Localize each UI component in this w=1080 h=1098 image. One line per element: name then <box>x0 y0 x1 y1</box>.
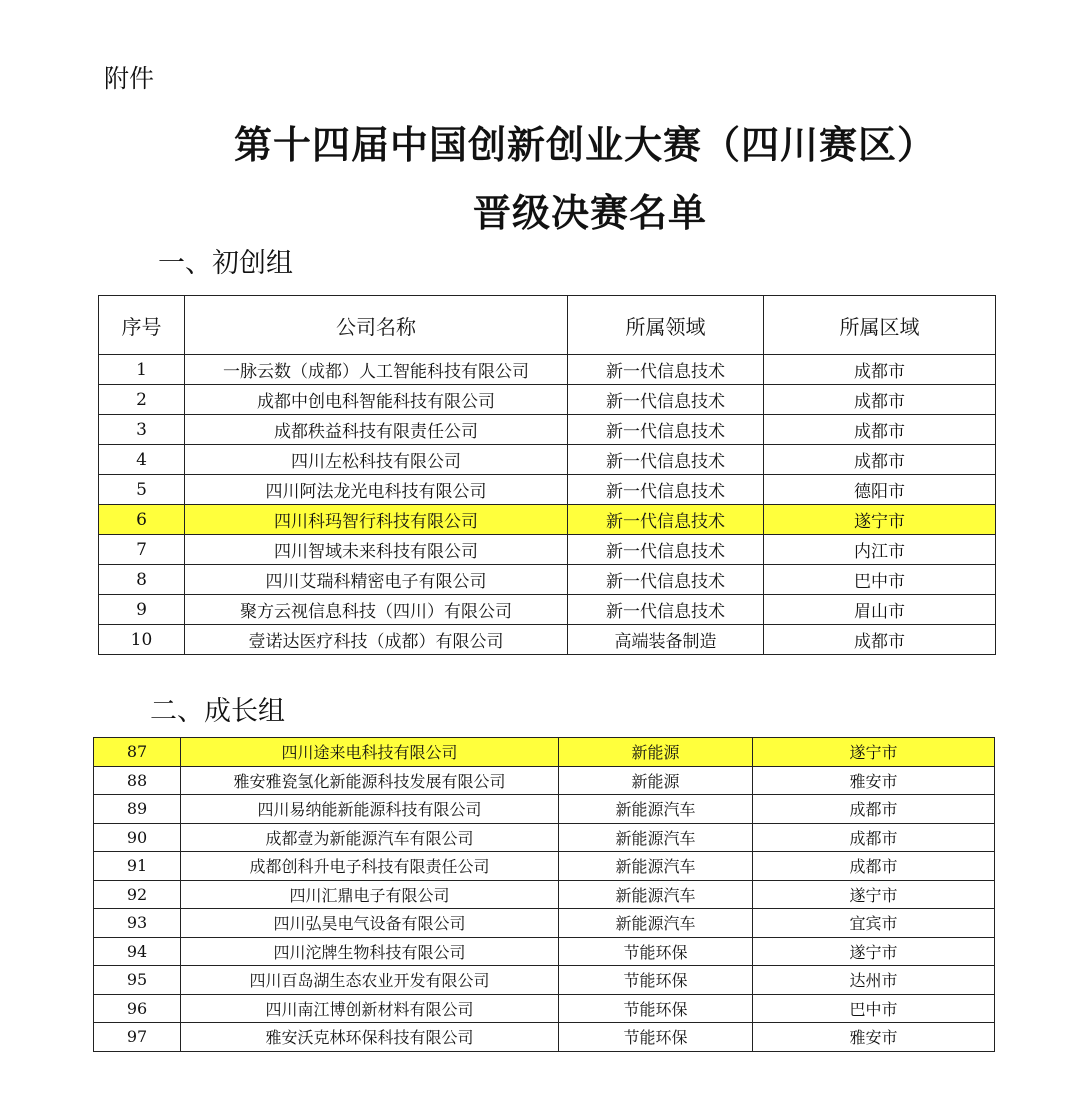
industry-field: 新一代信息技术 <box>568 445 764 475</box>
company-name: 四川途来电科技有限公司 <box>181 738 559 767</box>
company-name: 四川沱牌生物科技有限公司 <box>181 937 559 966</box>
region-name: 内江市 <box>764 535 996 565</box>
table-row <box>99 535 996 565</box>
row-number: 9 <box>99 595 185 625</box>
row-number: 1 <box>99 355 185 385</box>
region-name: 成都市 <box>764 415 996 445</box>
growth-group-table <box>93 737 995 1052</box>
row-number: 89 <box>94 795 181 824</box>
table-row <box>94 880 995 909</box>
table-row <box>99 625 996 655</box>
table-row <box>99 565 996 595</box>
row-number: 91 <box>94 852 181 881</box>
region-name: 达州市 <box>753 966 995 995</box>
table-row <box>99 445 996 475</box>
industry-field: 高端装备制造 <box>568 625 764 655</box>
row-number: 5 <box>99 475 185 505</box>
region-name: 成都市 <box>753 823 995 852</box>
region-name: 成都市 <box>764 445 996 475</box>
column-header-field: 所属领域 <box>568 296 764 355</box>
row-number: 10 <box>99 625 185 655</box>
row-number: 93 <box>94 909 181 938</box>
document-title: 第十四届中国创新创业大赛（四川赛区） <box>233 123 936 167</box>
region-name: 雅安市 <box>753 766 995 795</box>
company-name: 四川弘昊电气设备有限公司 <box>181 909 559 938</box>
row-number: 96 <box>94 994 181 1023</box>
company-name: 成都壹为新能源汽车有限公司 <box>181 823 559 852</box>
industry-field: 新能源汽车 <box>559 795 753 824</box>
row-number: 92 <box>94 880 181 909</box>
row-number: 88 <box>94 766 181 795</box>
table-row <box>94 937 995 966</box>
industry-field: 新一代信息技术 <box>568 595 764 625</box>
table-row <box>94 795 995 824</box>
column-header-number: 序号 <box>99 296 185 355</box>
industry-field: 新一代信息技术 <box>568 355 764 385</box>
industry-field: 新能源汽车 <box>559 880 753 909</box>
company-name: 雅安雅瓷氢化新能源科技发展有限公司 <box>181 766 559 795</box>
company-name: 四川易纳能新能源科技有限公司 <box>181 795 559 824</box>
row-number: 2 <box>99 385 185 415</box>
table-row <box>99 355 996 385</box>
row-number: 4 <box>99 445 185 475</box>
industry-field: 新一代信息技术 <box>568 565 764 595</box>
company-name: 四川汇鼎电子有限公司 <box>181 880 559 909</box>
industry-field: 节能环保 <box>559 937 753 966</box>
section-heading-growth: 二、成长组 <box>150 696 285 727</box>
table-row <box>99 385 996 415</box>
company-name: 成都中创电科智能科技有限公司 <box>185 385 568 415</box>
region-name: 成都市 <box>764 355 996 385</box>
table-row <box>94 738 995 767</box>
region-name: 雅安市 <box>753 1023 995 1052</box>
table-row <box>94 852 995 881</box>
attachment-label: 附件 <box>104 64 155 93</box>
region-name: 巴中市 <box>753 994 995 1023</box>
industry-field: 新能源 <box>559 738 753 767</box>
column-header-company: 公司名称 <box>185 296 568 355</box>
industry-field: 新能源汽车 <box>559 909 753 938</box>
table-header-row <box>99 296 996 355</box>
region-name: 遂宁市 <box>753 880 995 909</box>
industry-field: 节能环保 <box>559 994 753 1023</box>
table-row <box>94 1023 995 1052</box>
company-name: 聚方云视信息科技（四川）有限公司 <box>185 595 568 625</box>
region-name: 成都市 <box>764 385 996 415</box>
table-row <box>94 766 995 795</box>
industry-field: 新能源汽车 <box>559 823 753 852</box>
industry-field: 新一代信息技术 <box>568 535 764 565</box>
industry-field: 新能源 <box>559 766 753 795</box>
section-heading-startup: 一、初创组 <box>158 248 293 279</box>
row-number: 87 <box>94 738 181 767</box>
industry-field: 新一代信息技术 <box>568 385 764 415</box>
region-name: 宜宾市 <box>753 909 995 938</box>
industry-field: 节能环保 <box>559 1023 753 1052</box>
region-name: 成都市 <box>764 625 996 655</box>
industry-field: 新能源汽车 <box>559 852 753 881</box>
table-row <box>94 909 995 938</box>
region-name: 成都市 <box>753 795 995 824</box>
company-name: 四川阿法龙光电科技有限公司 <box>185 475 568 505</box>
row-number: 94 <box>94 937 181 966</box>
region-name: 眉山市 <box>764 595 996 625</box>
region-name: 成都市 <box>753 852 995 881</box>
startup-group-table <box>98 295 996 655</box>
table-row <box>94 823 995 852</box>
company-name: 一脉云数（成都）人工智能科技有限公司 <box>185 355 568 385</box>
table-row <box>94 966 995 995</box>
company-name: 成都秩益科技有限责任公司 <box>185 415 568 445</box>
region-name: 遂宁市 <box>764 505 996 535</box>
company-name: 四川左松科技有限公司 <box>185 445 568 475</box>
company-name: 四川百岛湖生态农业开发有限公司 <box>181 966 559 995</box>
table-row <box>94 994 995 1023</box>
industry-field: 新一代信息技术 <box>568 415 764 445</box>
table-row <box>99 475 996 505</box>
row-number: 3 <box>99 415 185 445</box>
column-header-region: 所属区域 <box>764 296 996 355</box>
row-number: 6 <box>99 505 185 535</box>
row-number: 95 <box>94 966 181 995</box>
company-name: 四川南江博创新材料有限公司 <box>181 994 559 1023</box>
region-name: 遂宁市 <box>753 937 995 966</box>
document-subtitle: 晋级决赛名单 <box>472 191 707 235</box>
row-number: 97 <box>94 1023 181 1052</box>
industry-field: 节能环保 <box>559 966 753 995</box>
table-row <box>99 595 996 625</box>
row-number: 7 <box>99 535 185 565</box>
region-name: 德阳市 <box>764 475 996 505</box>
table-row <box>99 415 996 445</box>
table-row <box>99 505 996 535</box>
company-name: 四川艾瑞科精密电子有限公司 <box>185 565 568 595</box>
region-name: 巴中市 <box>764 565 996 595</box>
company-name: 壹诺达医疗科技（成都）有限公司 <box>185 625 568 655</box>
row-number: 8 <box>99 565 185 595</box>
industry-field: 新一代信息技术 <box>568 505 764 535</box>
industry-field: 新一代信息技术 <box>568 475 764 505</box>
company-name: 四川智域未来科技有限公司 <box>185 535 568 565</box>
region-name: 遂宁市 <box>753 738 995 767</box>
company-name: 成都创科升电子科技有限责任公司 <box>181 852 559 881</box>
company-name: 四川科玛智行科技有限公司 <box>185 505 568 535</box>
company-name: 雅安沃克林环保科技有限公司 <box>181 1023 559 1052</box>
row-number: 90 <box>94 823 181 852</box>
